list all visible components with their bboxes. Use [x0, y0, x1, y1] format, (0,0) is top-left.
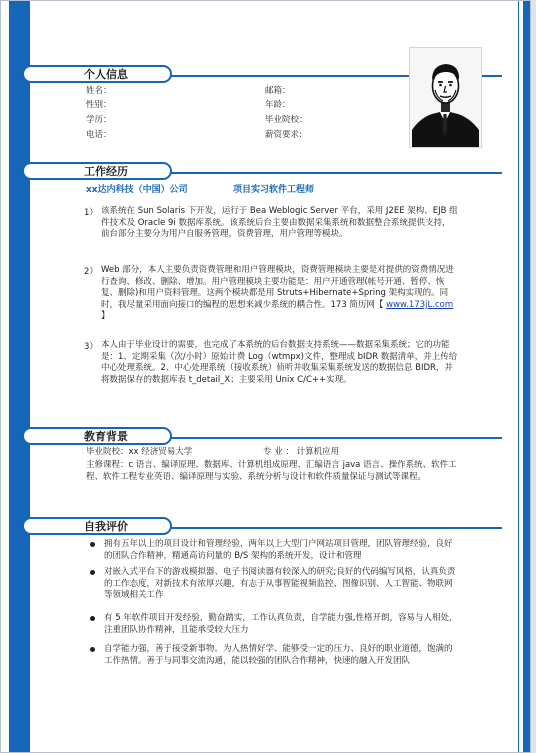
education-school: 毕业院校：xx 经济贸易大学 [86, 447, 193, 457]
work-item-text-main: Web 部分，本人主要负责资费管理和用户管理模块，资费管理模块主要是对提供的资费情况进行查询、修改、删除、增加。用户管理模块主要功能是：用户开通管理(帐号开通、暂停、恢复、删除)和用户资料管理。这两个模块都是用 Struts+Hibernate+Spring 架构实现的。同时，我尽量采用面向接口的编程的思想来减少系统的耦合性。173 简历网【 [101, 265, 454, 310]
work-item-number: 3） [84, 342, 98, 352]
education-courses: 主修课程：c 语言、编译原理、数据库、计算机组成原理、汇编语言 java 语言、操作系统、软件工程、软件工程专业英语、编译原理与实验、系统分析与设计和软件质量保证与测试等课程。 [86, 460, 457, 482]
bullet-icon [90, 647, 95, 652]
work-item-text: 本人由于毕业设计的需要，也完成了本系统的后台数据支持系统——数据采集系统；它的功能是：1、定期采集（次/小时）原始计费 Log（wtmpx)文件，整理成 bIDR 数据清单，并上传给中心处理系统。2、中心处理系统（接收系统）侦听并收集采集系统发送的数据信息 BIDR，并将数据保存的数据库表 t_detail_X；主要采用 Unix C/C++实现。 [101, 340, 458, 385]
right-thin-rule [518, 1, 519, 752]
section-title-education: 教育背景 [84, 430, 128, 443]
email-label: 邮箱： [265, 86, 291, 96]
age-label: 年龄： [265, 100, 291, 110]
profile-photo [409, 47, 482, 148]
bullet-icon [90, 542, 95, 547]
bullet-icon [90, 570, 95, 575]
self-item-text: 有 5 年软件项目开发经验，勤奋踏实，工作认真负责，自学能力强,性格开朗，容易与人相处，注重团队协作精神，且能承受较大压力 [104, 613, 458, 635]
left-accent-bar [9, 1, 30, 752]
salary-label: 薪资要求: [265, 130, 302, 140]
website-link[interactable]: www.173jL.com [386, 299, 454, 310]
work-position: 项目实习软件工程师 [233, 185, 315, 195]
gender-label: 性别： [86, 100, 112, 110]
work-company: xx达内科技（中国）公司 [86, 185, 188, 195]
portrait-image [410, 48, 481, 147]
section-title-work: 工作经历 [84, 165, 128, 178]
bullet-icon [90, 616, 95, 621]
work-item-text-tail: 】 [101, 311, 110, 322]
phone-label: 电话： [86, 130, 112, 140]
section-title-self: 自我评价 [84, 520, 128, 533]
work-item-text [101, 265, 459, 323]
work-item-number: 2） [84, 267, 98, 277]
self-item-text: 对嵌入式平台下的游戏模拟器、电子书阅读器有较深入的研究;良好的代码编写风格，认真负责的工作态度，对新技术有浓厚兴趣，有志于从事智能视频监控、图像识别、人工智能、物联网等领域相关工作 [104, 567, 456, 601]
self-item-text: 自学能力强，善于接受新事物。为人热情好学、能够受一定的压力、良好的职业道德，饱满的工作热情。善于与同事交流沟通，能以较强的团队合作精神，快速的融入开发团队 [104, 644, 453, 666]
section-title-personal: 个人信息 [84, 68, 128, 81]
self-item-text: 拥有五年以上的项目设计和管理经验，两年以上大型门户网站项目管理，团队管理经验，良好的团队合作精神，精通高访问量的 B/S 架构的系统开发，设计和管理 [104, 539, 453, 561]
work-item-number: 1） [84, 208, 98, 218]
work-item-text: 该系统在 Sun Solaris 下开发，运行于 Bea Weblogic Server 平台，采用 J2EE 架构、EJB 组件技术及 Oracle 9i 数据库系统。该系统后台主要由数据采集系统和数据整合系统提供支持，前台部分主要分为用户自服务管理，资费管理，用户管理等模块。 [101, 206, 458, 240]
education-major: 专 业 ： 计算机应用 [263, 447, 340, 457]
right-accent-bar [523, 1, 530, 752]
name-label: 姓名： [86, 86, 112, 96]
school-label: 毕业院校： [265, 115, 308, 125]
degree-label: 学历： [86, 115, 112, 125]
